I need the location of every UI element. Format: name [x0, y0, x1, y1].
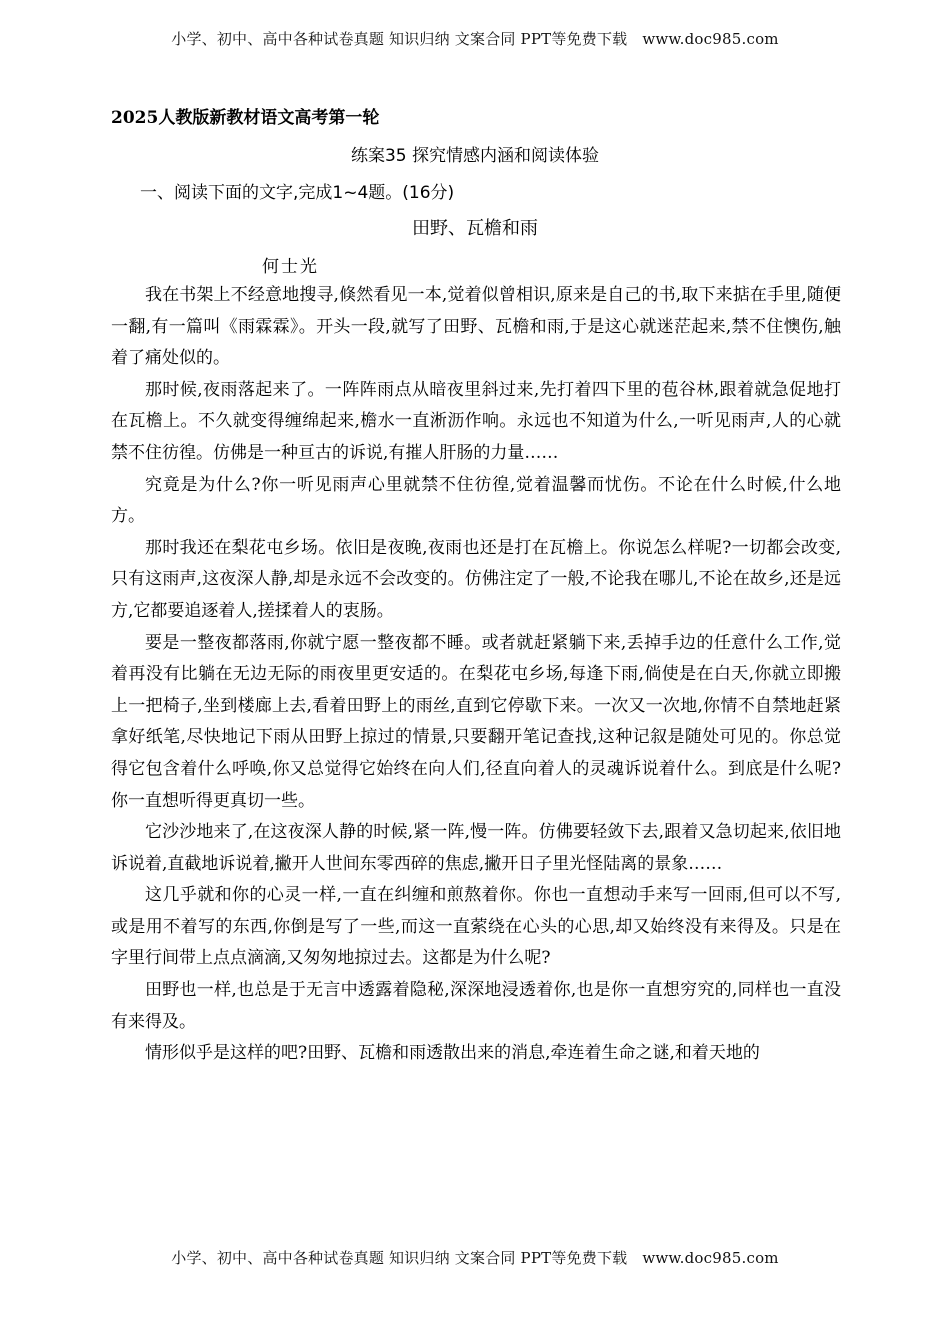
header-banner — [0, 28, 950, 49]
lesson-title: 练案35 探究情感内涵和阅读体验 — [350, 146, 600, 166]
header-banner-text: 小学、初中、高中各种试卷真题 知识归纳 文案合同 PPT等免费下载 — [171, 30, 628, 48]
paragraph: 那时我还在梨花屯乡场。依旧是夜晚,夜雨也还是打在瓦檐上。你说怎么样呢?一切都会改变,只有这雨声,这夜深人静,却是永远不会改变的。仿佛注定了一般,不论我在哪儿,不论在故乡,还是远方,它都要追逐着人,搓揉着人的衷肠。 — [111, 537, 841, 621]
footer-banner — [0, 1247, 950, 1268]
paragraph: 那时候,夜雨落起来了。一阵阵雨点从暗夜里斜过来,先打着四下里的苞谷林,跟着就急促地打在瓦檐上。不久就变得缠绵起来,檐水一直淅沥作响。永远也不知道为什么,一听见雨声,人的心就禁不住彷徨。仿佛是一种亘古的诉说,有摧人肝肠的力量…… — [111, 379, 841, 463]
paragraph: 我在书架上不经意地搜寻,倏然看见一本,觉着似曾相识,原来是自己的书,取下来掂在手里,随便一翻,有一篇叫《雨霖霖》。开头一段,就写了田野、瓦檐和雨,于是这心就迷茫起来,禁不住懊伤,触着了痛处似的。 — [111, 285, 841, 369]
header-banner-url[interactable]: www.doc985.com — [642, 30, 779, 48]
paragraph: 情形似乎是这样的吧?田野、瓦檐和雨透散出来的消息,牵连着生命之谜,和着天地的 — [145, 1043, 760, 1064]
footer-banner-text: 小学、初中、高中各种试卷真题 知识归纳 文案合同 PPT等免费下载 — [171, 1249, 628, 1267]
paragraph: 它沙沙地来了,在这夜深人静的时候,紧一阵,慢一阵。仿佛要轻敛下去,跟着又急切起来,依旧地诉说着,直截地诉说着,撇开人世间东零西碎的焦虑,撇开日子里光怪陆离的景象…… — [111, 822, 841, 874]
article-title: 田野、瓦檐和雨 — [412, 218, 538, 239]
paragraph: 这几乎就和你的心灵一样,一直在纠缠和煎熬着你。你也一直想动手来写一回雨,但可以不写,或是用不着写的东西,你倒是写了一些,而这一直萦绕在心头的心思,却又始终没有来得及。只是在字里行间带上点点滴滴,又匆匆地掠过去。这都是为什么呢? — [111, 885, 841, 969]
course-title: 2025人教版新教材语文高考第一轮 — [111, 108, 380, 128]
paragraph: 究竟是为什么?你一听见雨声心里就禁不住彷徨,觉着温馨而忧伤。不论在什么时候,什么地方。 — [111, 474, 841, 527]
paragraph: 田野也一样,也总是于无言中透露着隐秘,深深地浸透着你,也是你一直想穷究的,同样也一直没有来得及。 — [111, 980, 841, 1032]
article-body — [111, 280, 841, 1070]
article-author: 何士光 — [262, 257, 319, 277]
question-instruction: 一、阅读下面的文字,完成1~4题。(16分) — [140, 183, 455, 203]
footer-banner-url[interactable]: www.doc985.com — [642, 1249, 779, 1267]
paragraph: 要是一整夜都落雨,你就宁愿一整夜都不睡。或者就赶紧躺下来,丢掉手边的任意什么工作,觉着再没有比躺在无边无际的雨夜里更安适的。在梨花屯乡场,每逢下雨,倘使是在白天,你就立即搬上一把椅子,坐到楼廊上去,看着田野上的雨丝,直到它停歇下来。一次又一次地,你情不自禁地赶紧拿好纸笔,尽快地记下雨从田野上掠过的情景,只要翻开笔记查找,这种记叙是随处可见的。你总觉得它包含着什么呼唤,你又总觉得它始终在向人们,径直向着人的灵魂诉说着什么。到底是什么呢?你一直想听得更真切一些。 — [111, 632, 841, 811]
